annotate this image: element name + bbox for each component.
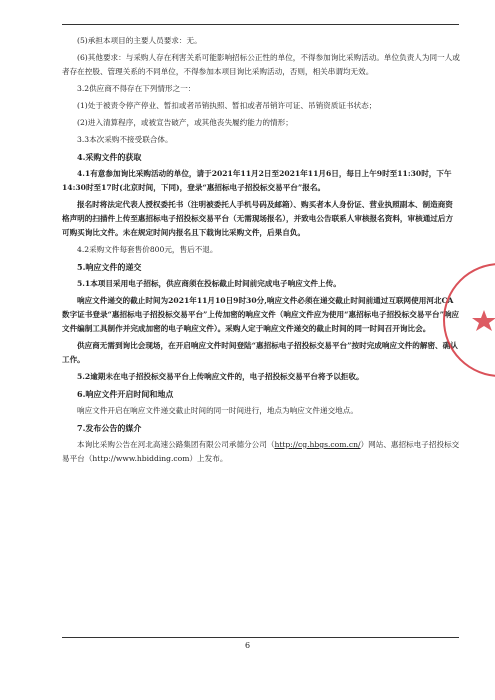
company-seal: [440, 250, 495, 390]
publication-media: [62, 438, 460, 466]
req-staff: (5)承担本项目的主要人员要求：无。: [77, 36, 202, 45]
opening-time-place: 响应文件开启在响应文件递交截止时间的同一时间进行，地点为响应文件递交地点。: [77, 406, 358, 415]
submission-deadline: 响应文件递交的截止时间为2021年11月10日9时30分,响应文件必须在递交截止时间前通过互联网使用河北CA数字证书登录“惠招标电子招投标交易平台”上传加密的响应文件（响应文件应为使用“惠招标电子招投标交易平台”响应文件编制工具制作并完成加密的电子响应文件）。采购人定于响应文件递交的截止时间的同一时间召开询比会。: [62, 296, 460, 333]
clause-3-3: 3.3本次采购不接受联合体。: [77, 135, 173, 144]
publication-text-a: 本询比采购公告在河北高速公路集团有限公司承德分公司（: [77, 440, 275, 449]
clause-4-2: 4.2采购文件每套售价800元，售后不退。: [77, 245, 218, 254]
page-number: 6: [244, 641, 251, 650]
clause-4-1: 4.1有意参加询比采购活动的单位，请于2021年11月2日至2021年11月6日，每日上午9时至11:30时，下午14:30时至17时(北京时间，下同)，登录“惠招标电子招投标交易平台”报名。: [62, 169, 452, 192]
req-other: (6)其他要求：与采购人存在利害关系可能影响招标公正性的单位，不得参加询比采购活动。单位负责人为同一人或者存在控股、管理关系的不同单位，不得参加本项目询比采购活动，否则，相关串谓均无效。: [62, 53, 460, 76]
clause-5-2: 5.2逾期未在电子招投标交易平台上传响应文件的，电子招投标交易平台将予以拒收。: [77, 372, 364, 381]
bottom-rule: [62, 637, 459, 638]
top-rule: [62, 24, 459, 25]
decryption-notice: 供应商无需到询比会现场，在开启响应文件时间登陆“惠招标电子招投标交易平台”按时完成响应文件的解密、确认工作。: [62, 341, 458, 364]
clause-3-2-item-1: (1)处于被责令停产停业、暂扣或者吊销执照、暂扣或者吊销许可证、吊销资质证书状态；: [77, 101, 377, 110]
registration-notice: 报名时将法定代表人授权委托书（注明被委托人手机号码及邮箱）、购买者本人身份证、营业执照副本、制造商资格声明的扫描件上传至惠招标电子招投标交易平台（无需现场报名），并致电公告联系人审核报名资料，审核通过后方可购买询比文件。未在规定时间内报名且下载询比采购文件，后果自负。: [62, 200, 454, 237]
procurement-site-link[interactable]: http://cg.hbgs.com.cn/: [274, 440, 361, 449]
clause-5-1: 5.1本项目采用电子招标，供应商须在投标截止时间前完成电子响应文件上传。: [77, 279, 341, 288]
section-6-heading: 6.响应文件开启时间和地点: [77, 389, 174, 399]
clause-3-2-item-2: (2)进入清算程序，或被宣告破产，或其他丧失履约能力的情形；: [77, 118, 293, 127]
seal-star-icon: [472, 310, 495, 331]
publication-text-b: ）网站、惠招标电子招投标交易平台（http://www.hbidding.com）上发布。: [62, 440, 460, 463]
section-7-heading: 7.发布公告的媒介: [77, 423, 142, 433]
clause-3-2: 3.2供应商不得存在下列情形之一：: [77, 84, 196, 93]
page-body: [62, 34, 460, 469]
section-4-heading: 4.采购文件的获取: [77, 152, 142, 162]
section-5-heading: 5.响应文件的递交: [77, 262, 142, 272]
